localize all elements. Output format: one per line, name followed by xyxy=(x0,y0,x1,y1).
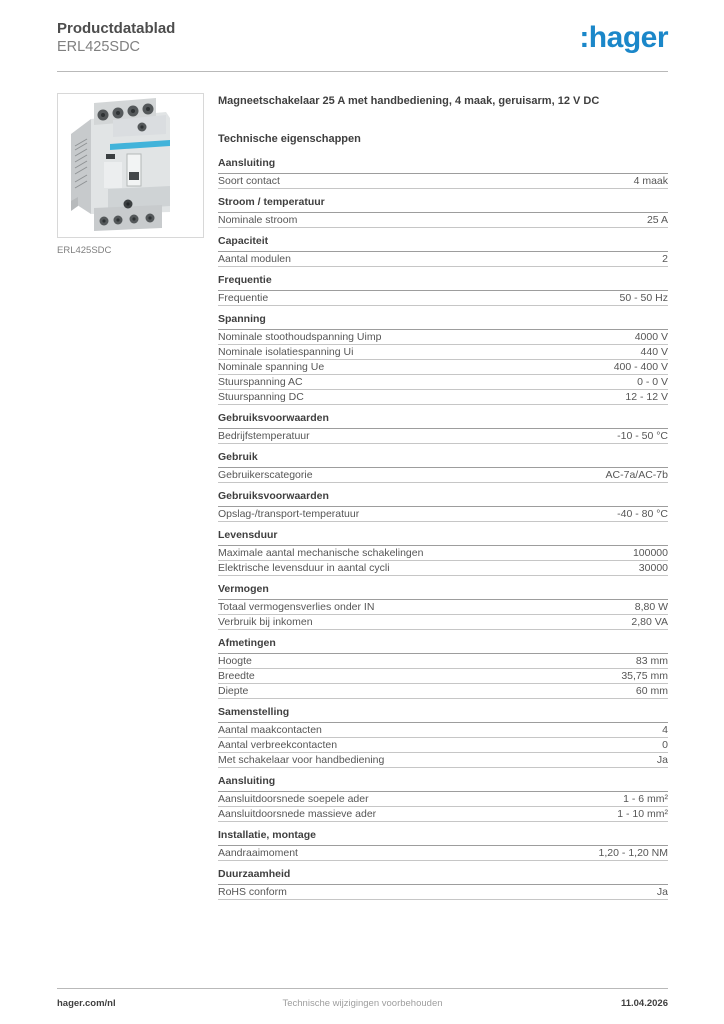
spec-row xyxy=(218,360,668,375)
spec-row-label: Elektrische levensduur in aantal cycli xyxy=(218,561,390,574)
spec-row-label: Bedrijfstemperatuur xyxy=(218,429,310,442)
spec-section-rows xyxy=(218,291,668,306)
footer-website-link[interactable]: hager.com/nl xyxy=(57,998,116,1009)
spec-row-label: Aantal modulen xyxy=(218,252,291,265)
spec-section xyxy=(218,638,668,699)
spec-row-label: Aandraaimoment xyxy=(218,846,298,859)
spec-row-value: 1 - 10 mm² xyxy=(617,807,668,820)
spec-row-value: 60 mm xyxy=(635,684,668,697)
spec-row xyxy=(218,885,668,900)
spec-section-rows xyxy=(218,846,668,861)
spec-section-rows xyxy=(218,429,668,444)
spec-section xyxy=(218,830,668,861)
spec-section-rows xyxy=(218,654,668,699)
spec-row xyxy=(218,654,668,669)
spec-row-label: Diepte xyxy=(218,684,249,697)
spec-row-label: Nominale stoothoudspanning Uimp xyxy=(218,330,382,343)
spec-row xyxy=(218,213,668,228)
spec-section xyxy=(218,869,668,900)
spec-section xyxy=(218,275,668,306)
spec-row xyxy=(218,807,668,822)
spec-column xyxy=(218,93,668,908)
spec-row-value: 0 - 0 V xyxy=(637,375,668,388)
spec-row-value: 400 - 400 V xyxy=(613,360,668,373)
spec-row xyxy=(218,330,668,345)
page-footer xyxy=(57,988,668,1009)
spec-row-label: Aansluitdoorsnede soepele ader xyxy=(218,792,369,805)
spec-row-value: Ja xyxy=(656,885,668,898)
spec-row-value: 35,75 mm xyxy=(621,669,668,682)
spec-row-label: Soort contact xyxy=(218,174,280,187)
spec-row xyxy=(218,669,668,684)
product-title: Magneetschakelaar 25 A met handbediening, 4 maak, geruisarm, 12 V DC xyxy=(218,95,600,107)
product-image-column xyxy=(57,93,205,908)
spec-row-value: 1 - 6 mm² xyxy=(623,792,668,805)
spec-row xyxy=(218,345,668,360)
header-divider xyxy=(57,71,668,72)
spec-section-header: Vermogen xyxy=(218,584,668,600)
spec-section xyxy=(218,707,668,768)
spec-row-value: 4 maak xyxy=(633,174,668,187)
product-image-caption: ERL425SDC xyxy=(57,245,112,256)
spec-row-value: 100000 xyxy=(632,546,668,559)
spec-row xyxy=(218,429,668,444)
spec-section-rows xyxy=(218,600,668,630)
spec-row xyxy=(218,723,668,738)
spec-row xyxy=(218,390,668,405)
spec-row-value: -10 - 50 °C xyxy=(617,429,668,442)
spec-row xyxy=(218,600,668,615)
spec-section-rows xyxy=(218,885,668,900)
spec-section-rows xyxy=(218,507,668,522)
spec-row-value: Ja xyxy=(656,753,668,766)
spec-row xyxy=(218,507,668,522)
spec-section-rows xyxy=(218,252,668,267)
spec-section-header: Spanning xyxy=(218,314,668,330)
spec-row xyxy=(218,615,668,630)
spec-section-header: Samenstelling xyxy=(218,707,668,723)
spec-section-rows xyxy=(218,792,668,822)
content-area xyxy=(57,93,668,908)
spec-section xyxy=(218,236,668,267)
spec-row-label: Stuurspanning AC xyxy=(218,375,303,388)
spec-section-rows xyxy=(218,213,668,228)
spec-row-value: 12 - 12 V xyxy=(625,390,668,403)
footer-notice: Technische wijzigingen voorbehouden xyxy=(282,998,443,1009)
spec-row xyxy=(218,738,668,753)
spec-section xyxy=(218,530,668,576)
spec-row-value: 4 xyxy=(662,723,668,736)
spec-section xyxy=(218,452,668,483)
spec-section-rows xyxy=(218,723,668,768)
spec-row xyxy=(218,546,668,561)
spec-row-label: Met schakelaar voor handbediening xyxy=(218,753,385,766)
footer-date: 11.04.2026 xyxy=(620,998,668,1009)
spec-row xyxy=(218,468,668,483)
spec-row-label: Frequentie xyxy=(218,291,269,304)
spec-section-header: Gebruiksvoorwaarden xyxy=(218,413,668,429)
spec-section-title: Technische eigenschappen xyxy=(218,132,361,145)
spec-row-value: 30000 xyxy=(638,561,668,574)
spec-section-header: Aansluiting xyxy=(218,158,668,174)
spec-row-value: 25 A xyxy=(646,213,668,226)
spec-row xyxy=(218,846,668,861)
spec-row-label: Totaal vermogensverlies onder IN xyxy=(218,600,375,613)
spec-section-rows xyxy=(218,330,668,405)
header-title-block xyxy=(57,20,175,56)
spec-row xyxy=(218,291,668,306)
spec-row-label: Aantal maakcontacten xyxy=(218,723,322,736)
spec-row-value: 2,80 VA xyxy=(631,615,668,628)
spec-row-label: Nominale spanning Ue xyxy=(218,360,325,373)
spec-row xyxy=(218,252,668,267)
spec-section xyxy=(218,158,668,189)
spec-section xyxy=(218,314,668,405)
spec-section-rows xyxy=(218,174,668,189)
spec-row xyxy=(218,375,668,390)
spec-row-label: Nominale isolatiespanning Ui xyxy=(218,345,354,358)
spec-section xyxy=(218,413,668,444)
page-header xyxy=(57,20,668,56)
spec-section-header: Afmetingen xyxy=(218,638,668,654)
spec-row-value: -40 - 80 °C xyxy=(617,507,668,520)
spec-row-value: 440 V xyxy=(640,345,668,358)
spec-row xyxy=(218,753,668,768)
spec-row-label: Nominale stroom xyxy=(218,213,298,226)
spec-row xyxy=(218,561,668,576)
spec-section-header: Duurzaamheid xyxy=(218,869,668,885)
spec-section xyxy=(218,776,668,822)
spec-row-label: Breedte xyxy=(218,669,255,682)
spec-row-value: 0 xyxy=(662,738,668,751)
spec-row-label: Maximale aantal mechanische schakelingen xyxy=(218,546,424,559)
spec-row-value: 83 mm xyxy=(635,654,668,667)
spec-row-label: Gebruikerscategorie xyxy=(218,468,313,481)
spec-section-header: Aansluiting xyxy=(218,776,668,792)
spec-section-rows xyxy=(218,546,668,576)
hager-logo: :hager xyxy=(579,21,668,54)
spec-section-header: Capaciteit xyxy=(218,236,668,252)
spec-section-header: Stroom / temperatuur xyxy=(218,197,668,213)
spec-row xyxy=(218,174,668,189)
spec-row-label: Opslag-/transport-temperatuur xyxy=(218,507,360,520)
spec-row-value: 50 - 50 Hz xyxy=(619,291,668,304)
spec-row-value: 2 xyxy=(662,252,668,265)
header-product-code: ERL425SDC xyxy=(57,39,141,55)
product-image-box xyxy=(57,93,204,238)
spec-section-header: Gebruiksvoorwaarden xyxy=(218,491,668,507)
spec-row-value: 8,80 W xyxy=(634,600,668,613)
spec-section-rows xyxy=(218,468,668,483)
spec-row-value: 4000 V xyxy=(634,330,668,343)
spec-table xyxy=(218,158,668,900)
spec-row-label: RoHS conform xyxy=(218,885,287,898)
spec-section-header: Installatie, montage xyxy=(218,830,668,846)
spec-section xyxy=(218,491,668,522)
spec-section-header: Frequentie xyxy=(218,275,668,291)
spec-section-header: Gebruik xyxy=(218,452,668,468)
spec-row-label: Verbruik bij inkomen xyxy=(218,615,313,628)
spec-section xyxy=(218,197,668,228)
spec-row-value: AC-7a/AC-7b xyxy=(605,468,668,481)
spec-section xyxy=(218,584,668,630)
spec-row-value: 1,20 - 1,20 NM xyxy=(598,846,668,859)
doc-type-title: Productdatablad xyxy=(57,20,176,37)
spec-row-label: Hoogte xyxy=(218,654,252,667)
spec-row-label: Stuurspanning DC xyxy=(218,390,304,403)
spec-section-header: Levensduur xyxy=(218,530,668,546)
spec-row-label: Aantal verbreekcontacten xyxy=(218,738,338,751)
spec-row xyxy=(218,792,668,807)
spec-row xyxy=(218,684,668,699)
spec-row-label: Aansluitdoorsnede massieve ader xyxy=(218,807,377,820)
product-photo-icon xyxy=(58,94,203,237)
